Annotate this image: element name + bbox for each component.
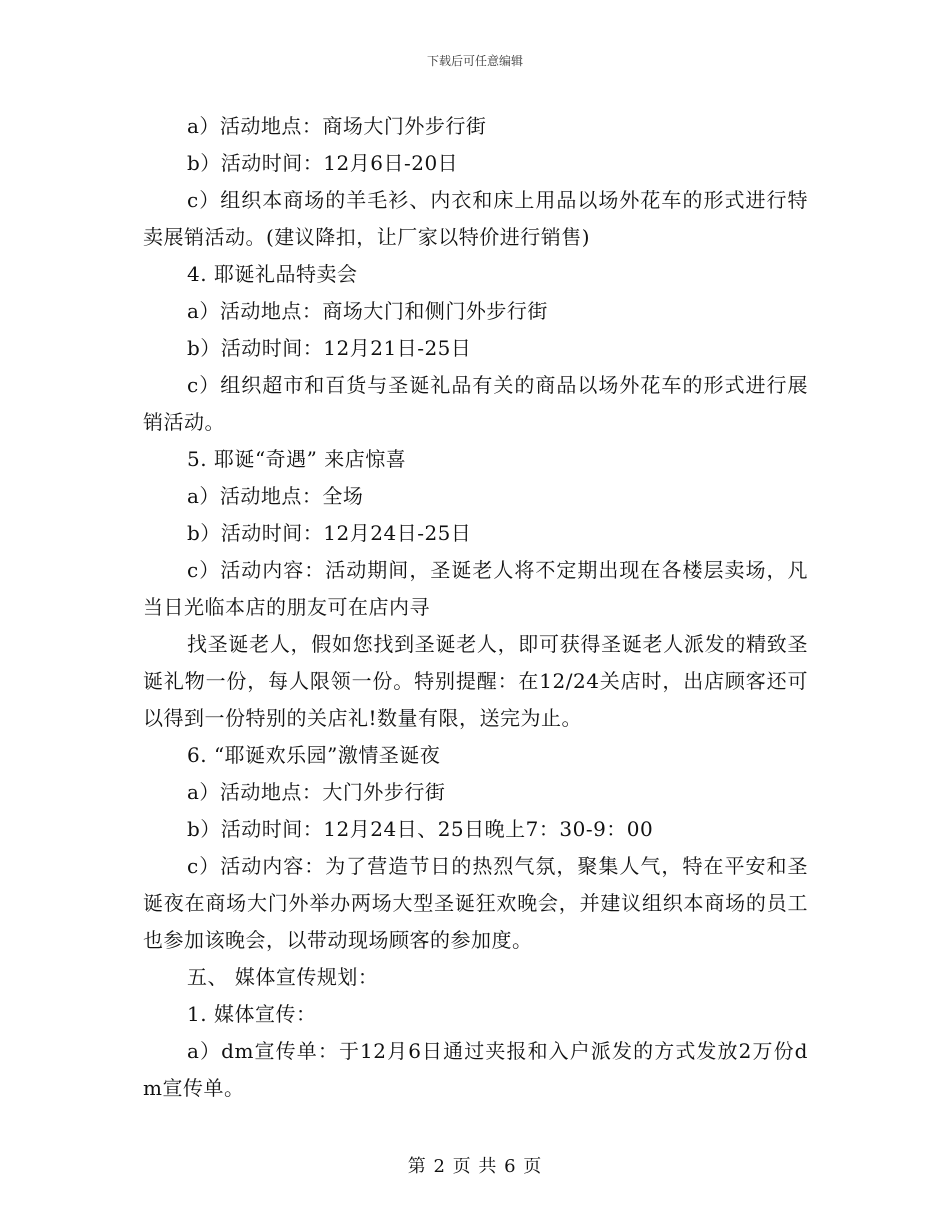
paragraph: 五、 媒体宣传规划：	[187, 965, 379, 989]
paragraph: c）活动内容：为了营造节日的热烈气氛，聚集人气，特在平安和圣诞夜在商场大门外举办两场大型圣诞狂欢晚会，并建议组织本商场的员工也参加该晚会，以带动现场顾客的参加度。	[143, 854, 808, 952]
paragraph: c）活动内容：活动期间，圣诞老人将不定期出现在各楼层卖场，凡当日光临本店的朋友可在店内寻	[143, 558, 808, 619]
paragraph: 找圣诞老人，假如您找到圣诞老人，即可获得圣诞老人派发的精致圣诞礼物一份，每人限领一份。特别提醒：在12/24关店时，出店顾客还可以得到一份特别的关店礼!数量有限，送完为止。	[143, 632, 808, 730]
paragraph: 1. 媒体宣传：	[187, 1002, 317, 1026]
document-body	[143, 108, 808, 1107]
paragraph: a）dm宣传单：于12月6日通过夹报和入户派发的方式发放2万份dm宣传单。	[143, 1039, 808, 1100]
paragraph: c）组织本商场的羊毛衫、内衣和床上用品以场外花车的形式进行特卖展销活动。(建议降扣，让厂家以特价进行销售)	[143, 188, 808, 249]
page-number-footer: 第 2 页 共 6 页	[407, 1156, 543, 1177]
paragraph: a）活动地点：商场大门外步行街	[187, 114, 487, 138]
paragraph: a）活动地点：商场大门和侧门外步行街	[187, 299, 548, 323]
paragraph: b）活动时间：12月21日-25日	[187, 336, 472, 360]
paragraph: b）活动时间：12月24日、25日晚上7：30-9：00	[187, 817, 654, 841]
paragraph: 5. 耶诞“奇遇” 来店惊喜	[187, 447, 407, 471]
paragraph: 4. 耶诞礼品特卖会	[187, 262, 358, 286]
paragraph: a）活动地点：大门外步行街	[187, 780, 446, 804]
paragraph: 6. “耶诞欢乐园”激情圣诞夜	[187, 743, 441, 767]
page-header: 下载后可任意编辑	[426, 54, 523, 68]
paragraph: c）组织超市和百货与圣诞礼品有关的商品以场外花车的形式进行展销活动。	[143, 373, 808, 434]
paragraph: a）活动地点：全场	[187, 484, 364, 508]
paragraph: b）活动时间：12月6日-20日	[187, 151, 459, 175]
paragraph: b）活动时间：12月24日-25日	[187, 521, 472, 545]
